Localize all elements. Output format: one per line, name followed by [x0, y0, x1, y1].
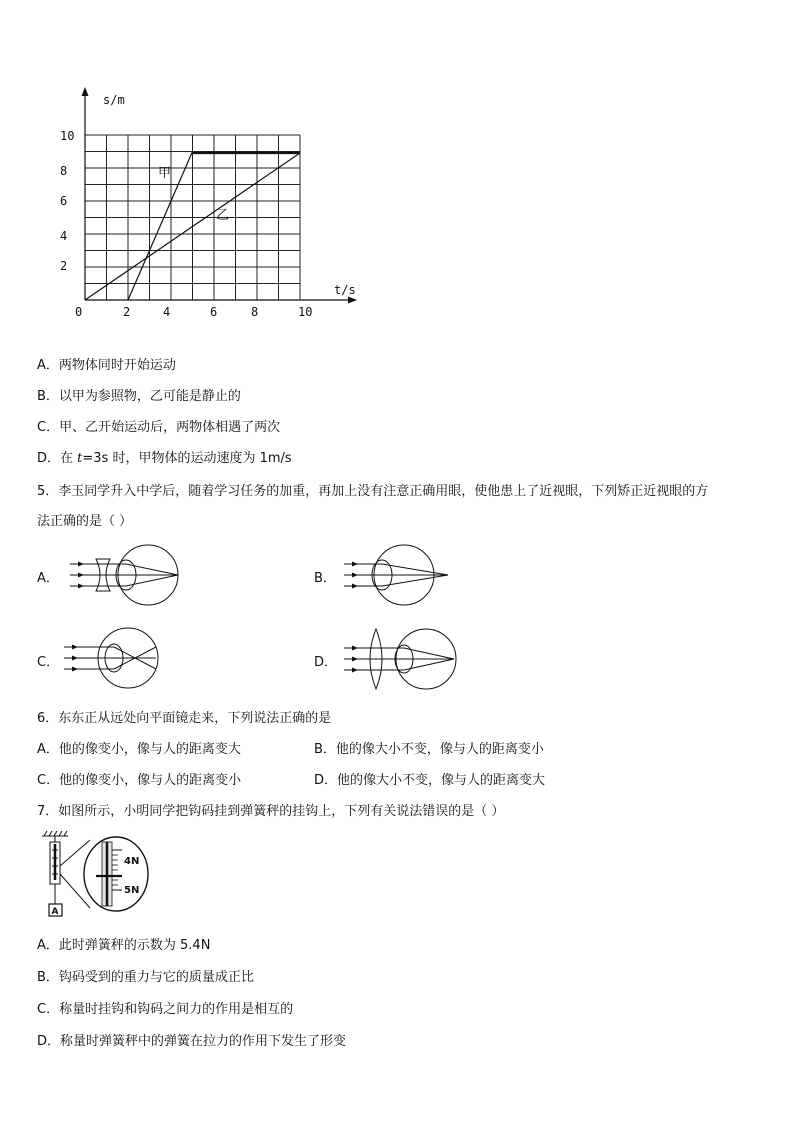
x-axis-arrow — [348, 297, 357, 304]
x-tick: 10 — [298, 305, 313, 319]
y-tick: 6 — [60, 194, 68, 208]
q6-option-b: B．他的像大小不变，像与人的距离变小 — [314, 742, 544, 757]
x-tick: 6 — [210, 305, 218, 319]
q7-option-d: D．称量时弹簧秤中的弹簧在拉力的作用下发生了形变 — [37, 1034, 347, 1049]
q6-option-a: A．他的像变小，像与人的距离变大 — [37, 742, 241, 757]
graph-grid — [85, 135, 300, 300]
spring-scale-diagram — [38, 830, 158, 922]
yi-label: 乙 — [216, 208, 230, 223]
q7-option-b: B．钩码受到的重力与它的质量成正比 — [37, 970, 254, 985]
x-tick: 8 — [251, 305, 259, 319]
q4-option-a: A．两物体同时开始运动 — [37, 358, 176, 373]
weight-label: A — [51, 907, 59, 917]
x-tick: 2 — [123, 305, 131, 319]
st-graph — [60, 85, 370, 325]
q6-option-d: D．他的像大小不变，像与人的距离变大 — [314, 773, 546, 788]
eye-diagram-d — [342, 628, 462, 690]
x-tick: 4 — [163, 305, 171, 319]
q7-option-a: A．此时弹簧秤的示数为 5.4N — [37, 938, 211, 953]
q5-option-a-label: A． — [37, 571, 59, 586]
y-tick: 10 — [60, 129, 75, 143]
q5-stem-line1: 5．李玉同学升入中学后，随着学习任务的加重，再加上没有注意正确用眼，使他患上了近视眼，下列矫正近视眼的方 — [37, 484, 709, 499]
y-tick: 2 — [60, 259, 68, 273]
y-tick: 8 — [60, 164, 68, 178]
q5-stem-line2: 法正确的是（ ） — [37, 514, 133, 529]
q4-option-d: D．在 t=3s 时，甲物体的运动速度为 1m/s — [37, 451, 292, 466]
x-tick: 0 — [75, 305, 83, 319]
q6-option-c: C．他的像变小，像与人的距离变小 — [37, 773, 242, 788]
y-axis-arrow — [82, 87, 89, 96]
x-axis-label: t/s — [334, 283, 356, 297]
eye-diagram-b — [342, 545, 462, 605]
q5-option-c-label: C． — [37, 655, 60, 670]
q6-stem: 6．东东正从远处向平面镜走来，下列说法正确的是 — [37, 711, 332, 726]
eye-diagram-c — [62, 628, 182, 688]
y-axis-label: s/m — [103, 93, 125, 107]
eye-diagram-a — [68, 545, 188, 605]
q4-option-b: B．以甲为参照物，乙可能是静止的 — [37, 389, 241, 404]
q4-option-c: C．甲、乙开始运动后，两物体相遇了两次 — [37, 420, 281, 435]
q7-stem: 7．如图所示，小明同学把钩码挂到弹簧秤的挂钩上，下列有关说法错误的是（ ） — [37, 804, 505, 819]
q7-option-c: C．称量时挂钩和钩码之间力的作用是相互的 — [37, 1002, 294, 1017]
q5-option-d-label: D． — [314, 655, 338, 670]
scale-label-4n: 4N — [124, 856, 140, 867]
y-tick: 4 — [60, 229, 68, 243]
jia-label: 甲 — [158, 166, 172, 181]
q5-option-b-label: B． — [314, 571, 336, 586]
scale-label-5n: 5N — [124, 885, 140, 896]
